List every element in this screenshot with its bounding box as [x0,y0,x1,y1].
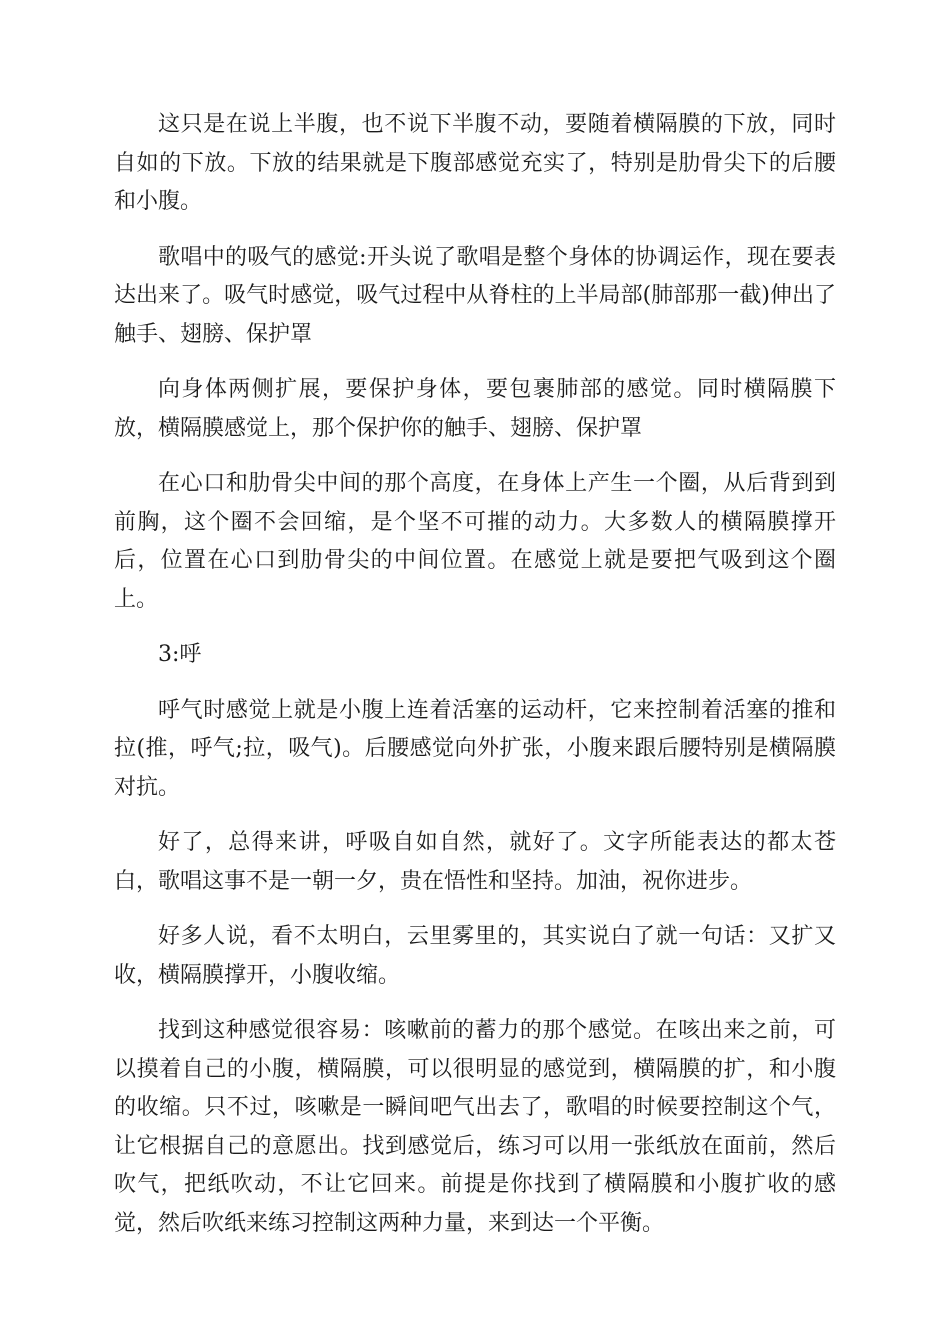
paragraph-7: 好多人说，看不太明白，云里雾里的，其实说白了就一句话：又扩又收，横隔膜撑开，小腹收缩。 [114,924,836,988]
paragraph-6: 好了，总得来讲，呼吸自如自然，就好了。文字所能表达的都太苍白，歌唱这事不是一朝一夕，贵在悟性和坚持。加油，祝你进步。 [114,830,836,894]
paragraph-2: 歌唱中的吸气的感觉:开头说了歌唱是整个身体的协调运作，现在要表达出来了。吸气时感觉，吸气过程中从脊柱的上半局部(肺部那一截)伸出了触手、翅膀、保护罩 [114,244,836,347]
paragraph-8: 找到这种感觉很容易：咳嗽前的蓄力的那个感觉。在咳出来之前，可以摸着自己的小腹，横隔膜，可以很明显的感觉到，横隔膜的扩，和小腹的收缩。只不过，咳嗽是一瞬间吧气出去了，歌唱的时候要控制这个气，让它根据自己的意愿出。找到感觉后，练习可以用一张纸放在面前，然后吹气，把纸吹动，不让它回来。前提是你找到了横隔膜和小腹扩收的感觉，然后吹纸来练习控制这两种力量，来到达一个平衡。 [114,1018,836,1236]
document-page [114,106,836,1260]
paragraph-3: 向身体两侧扩展，要保护身体，要包裹肺部的感觉。同时横隔膜下放，横隔膜感觉上，那个保护你的触手、翅膀、保护罩 [114,377,836,441]
paragraph-1: 这只是在说上半腹，也不说下半腹不动，要随着横隔膜的下放，同时自如的下放。下放的结果就是下腹部感觉充实了，特别是肋骨尖下的后腰和小腹。 [114,112,836,214]
section-heading-exhale: 3:呼 [158,642,202,667]
paragraph-5: 呼气时感觉上就是小腹上连着活塞的运动杆，它来控制着活塞的推和拉(推，呼气;拉，吸气)。后腰感觉向外扩张，小腹来跟后腰特别是横隔膜对抗。 [114,697,836,800]
paragraph-4: 在心口和肋骨尖中间的那个高度，在身体上产生一个圈，从后背到到前胸，这个圈不会回缩，是个坚不可摧的动力。大多数人的横隔膜撑开后，位置在心口到肋骨尖的中间位置。在感觉上就是要把气吸到这个圈上。 [114,471,836,612]
